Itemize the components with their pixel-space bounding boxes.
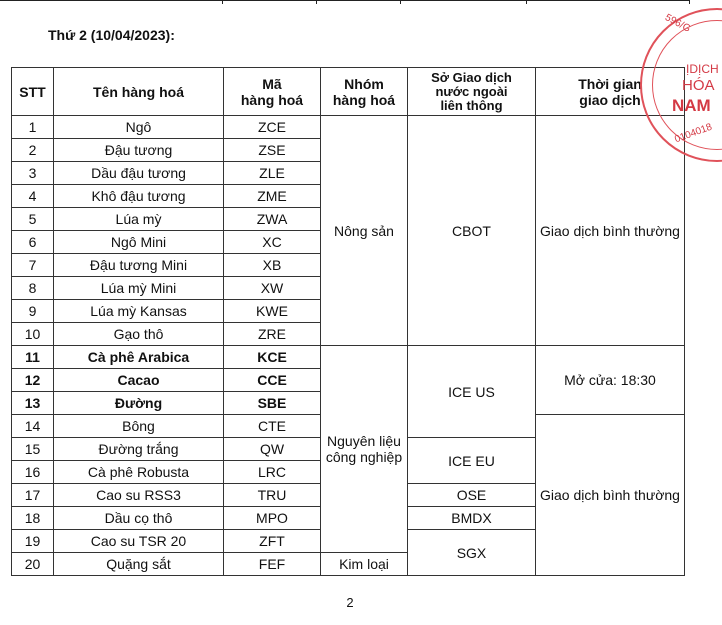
- cell-name: Quặng sắt: [54, 553, 224, 576]
- cell-code: XC: [224, 231, 321, 254]
- cell-name: Cao su TSR 20: [54, 530, 224, 553]
- cell-code: ZSE: [224, 139, 321, 162]
- cell-stt: 19: [12, 530, 54, 553]
- cell-name: Đậu tương: [54, 139, 224, 162]
- cell-group-agri: Nông sản: [321, 116, 408, 346]
- cell-stt: 17: [12, 484, 54, 507]
- cell-exchange-ose: OSE: [408, 484, 536, 507]
- section-heading: Thứ 2 (10/04/2023):: [48, 27, 175, 43]
- cell-code: MPO: [224, 507, 321, 530]
- cell-stt: 5: [12, 208, 54, 231]
- cell-exchange-cbot: CBOT: [408, 116, 536, 346]
- cell-stt: 14: [12, 415, 54, 438]
- stamp-line-1: ỊDỊCH: [686, 62, 719, 76]
- cell-code: CCE: [224, 369, 321, 392]
- stamp-ring-top-text: 596/G: [663, 12, 693, 35]
- cell-name: Dầu cọ thô: [54, 507, 224, 530]
- cell-code: SBE: [224, 392, 321, 415]
- cell-name: Đường: [54, 392, 224, 415]
- stamp-line-2: HÓA: [682, 77, 715, 94]
- cell-name: Cacao: [54, 369, 224, 392]
- header-name: Tên hàng hoá: [54, 68, 224, 116]
- header-exchange: Sở Giao dịch nước ngoài liên thông: [408, 68, 536, 116]
- cell-code: ZFT: [224, 530, 321, 553]
- cell-stt: 11: [12, 346, 54, 369]
- cell-group-metal: Kim loại: [321, 553, 408, 576]
- header-stt: STT: [12, 68, 54, 116]
- cell-stt: 2: [12, 139, 54, 162]
- header-code: Mã hàng hoá: [224, 68, 321, 116]
- cell-name: Lúa mỳ Kansas: [54, 300, 224, 323]
- cell-code: XB: [224, 254, 321, 277]
- header-time: Thời gian giao dịch: [536, 68, 685, 116]
- cell-stt: 15: [12, 438, 54, 461]
- cell-code: FEF: [224, 553, 321, 576]
- cell-name: Cà phê Arabica: [54, 346, 224, 369]
- cell-exchange-sgx: SGX: [408, 530, 536, 576]
- cell-stt: 4: [12, 185, 54, 208]
- cell-name: Khô đậu tương: [54, 185, 224, 208]
- cell-name: Bông: [54, 415, 224, 438]
- header-row: [12, 68, 685, 116]
- cell-exchange-bmdx: BMDX: [408, 507, 536, 530]
- cell-exchange-ice-us: ICE US: [408, 346, 536, 438]
- table-row: [12, 346, 685, 369]
- cell-stt: 1: [12, 116, 54, 139]
- cell-code: KWE: [224, 300, 321, 323]
- cell-code: LRC: [224, 461, 321, 484]
- cell-name: Ngô: [54, 116, 224, 139]
- page-number: 2: [346, 595, 354, 610]
- cell-name: Ngô Mini: [54, 231, 224, 254]
- cell-time-normal-2: Giao dịch bình thường: [536, 415, 685, 576]
- cell-code: CTE: [224, 415, 321, 438]
- table-row: [12, 116, 685, 139]
- commodity-table: [11, 67, 685, 576]
- cell-stt: 16: [12, 461, 54, 484]
- cell-code: ZME: [224, 185, 321, 208]
- cell-code: ZRE: [224, 323, 321, 346]
- cell-name: Cà phê Robusta: [54, 461, 224, 484]
- cell-name: Cao su RSS3: [54, 484, 224, 507]
- stamp-line-3: NAM: [672, 96, 711, 115]
- cell-code: ZLE: [224, 162, 321, 185]
- cell-group-industrial: Nguyên liệu công nghiệp: [321, 346, 408, 553]
- cell-code: XW: [224, 277, 321, 300]
- cell-stt: 6: [12, 231, 54, 254]
- cell-exchange-ice-eu: ICE EU: [408, 438, 536, 484]
- cell-name: Dầu đậu tương: [54, 162, 224, 185]
- cell-code: ZCE: [224, 116, 321, 139]
- cell-name: Gạo thô: [54, 323, 224, 346]
- cell-code: QW: [224, 438, 321, 461]
- cell-stt: 9: [12, 300, 54, 323]
- cell-time-normal-1: Giao dịch bình thường: [536, 116, 685, 346]
- cell-stt: 18: [12, 507, 54, 530]
- cell-name: Đậu tương Mini: [54, 254, 224, 277]
- top-border-line: [0, 0, 690, 1]
- cell-name: Lúa mỳ Mini: [54, 277, 224, 300]
- cell-stt: 7: [12, 254, 54, 277]
- cell-name: Lúa mỳ: [54, 208, 224, 231]
- cell-time-open: Mở cửa: 18:30: [536, 346, 685, 415]
- cell-code: TRU: [224, 484, 321, 507]
- cell-code: ZWA: [224, 208, 321, 231]
- cell-stt: 12: [12, 369, 54, 392]
- cell-stt: 8: [12, 277, 54, 300]
- header-group: Nhóm hàng hoá: [321, 68, 408, 116]
- stamp-ring-bottom-text: 0104018: [673, 121, 714, 146]
- cell-stt: 20: [12, 553, 54, 576]
- cell-code: KCE: [224, 346, 321, 369]
- cell-stt: 13: [12, 392, 54, 415]
- cell-name: Đường trắng: [54, 438, 224, 461]
- cell-stt: 10: [12, 323, 54, 346]
- cell-stt: 3: [12, 162, 54, 185]
